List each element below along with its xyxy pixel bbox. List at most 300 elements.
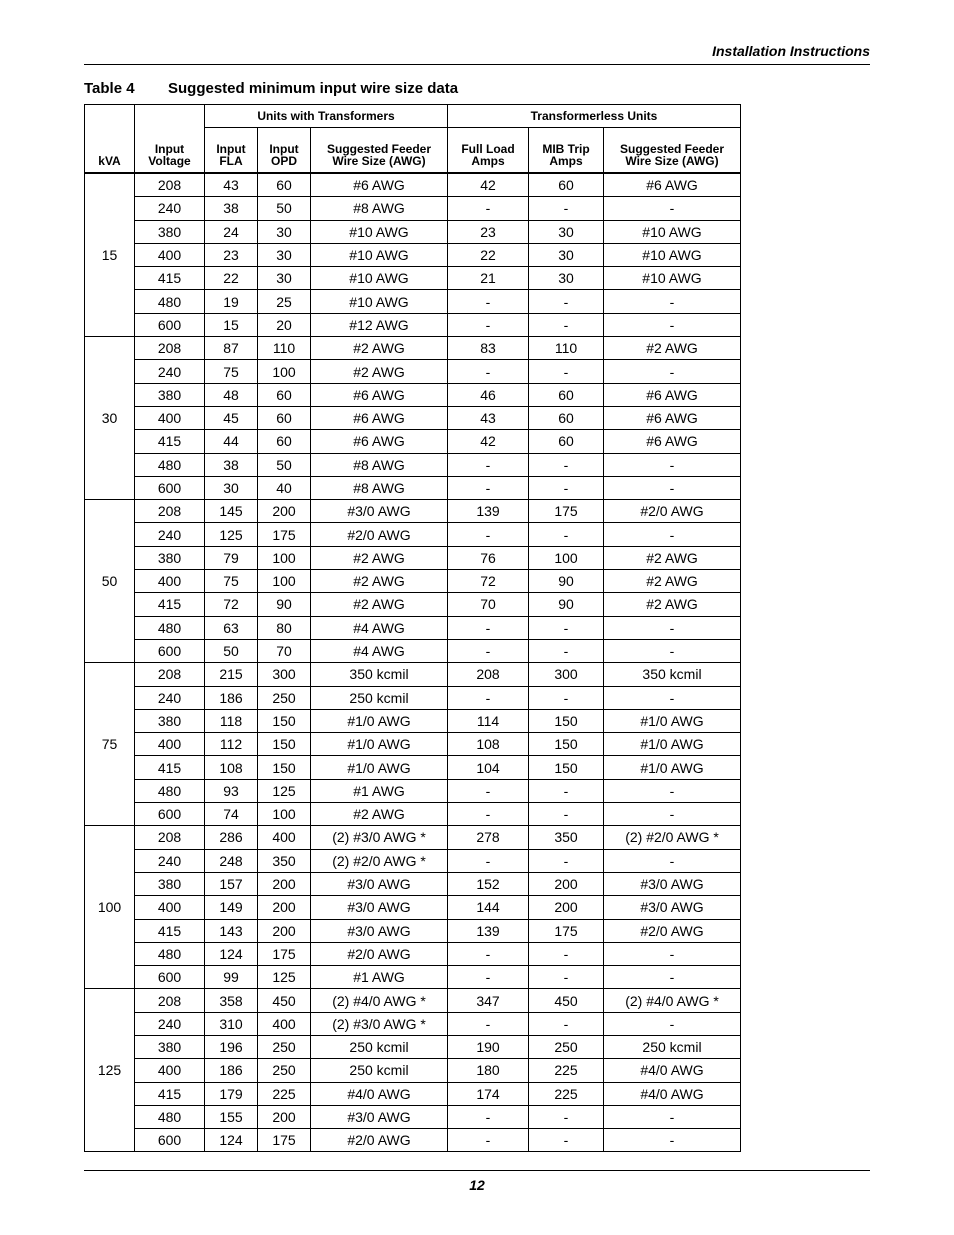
table-cell: - [529, 523, 604, 546]
table-cell: 38 [205, 197, 258, 220]
footer-rule [84, 1170, 870, 1171]
table-cell: 60 [529, 173, 604, 197]
table-cell: 400 [135, 896, 205, 919]
table-cell: 380 [135, 383, 205, 406]
table-cell: 125 [258, 779, 311, 802]
table-cell: 190 [448, 1035, 529, 1058]
table-cell: - [604, 686, 741, 709]
table-cell: 15 [205, 313, 258, 336]
table-cell: 100 [258, 803, 311, 826]
table-cell: #3/0 AWG [311, 872, 448, 895]
table-cell: 400 [135, 570, 205, 593]
table-cell: 63 [205, 616, 258, 639]
table-cell: 100 [258, 570, 311, 593]
table-cell: 450 [529, 989, 604, 1012]
table-cell: - [448, 453, 529, 476]
table-cell: #1/0 AWG [311, 709, 448, 732]
table-cell: (2) #3/0 AWG * [311, 1012, 448, 1035]
table-cell: 415 [135, 593, 205, 616]
table-row [85, 733, 741, 756]
table-cell: 93 [205, 779, 258, 802]
header-line: MIB Trip [542, 142, 590, 156]
table-cell: 175 [258, 942, 311, 965]
table-row [85, 872, 741, 895]
table-cell: 350 kcmil [311, 663, 448, 686]
table-cell: 248 [205, 849, 258, 872]
table-cell: 46 [448, 383, 529, 406]
table-cell: 480 [135, 616, 205, 639]
table-cell: 143 [205, 919, 258, 942]
table-cell: #10 AWG [311, 243, 448, 266]
table-row [85, 406, 741, 429]
table-cell: 23 [205, 243, 258, 266]
table-cell: 200 [258, 896, 311, 919]
table-cell: 110 [529, 337, 604, 360]
table-cell: #6 AWG [604, 406, 741, 429]
table-cell: 30 [205, 476, 258, 499]
table-cell: - [604, 1129, 741, 1152]
table-cell: 80 [258, 616, 311, 639]
table-cell: 50 [258, 453, 311, 476]
table-cell: 75 [205, 360, 258, 383]
table-cell: #1 AWG [311, 779, 448, 802]
table-cell: (2) #4/0 AWG * [311, 989, 448, 1012]
table-row [85, 1035, 741, 1058]
table-row [85, 290, 741, 313]
table-row [85, 1105, 741, 1128]
table-cell: - [604, 453, 741, 476]
table-row [85, 639, 741, 662]
table-cell: #2 AWG [604, 337, 741, 360]
table-cell: 175 [258, 1129, 311, 1152]
table-row [85, 197, 741, 220]
column-header-row [85, 128, 741, 174]
table-cell: 100 [258, 546, 311, 569]
table-cell: 22 [205, 267, 258, 290]
table-cell: - [604, 476, 741, 499]
table-cell: #2 AWG [311, 360, 448, 383]
table-cell: 480 [135, 942, 205, 965]
table-cell: 200 [529, 896, 604, 919]
table-cell: 196 [205, 1035, 258, 1058]
table-cell: #6 AWG [311, 406, 448, 429]
table-cell: 400 [135, 406, 205, 429]
table-cell: - [604, 313, 741, 336]
table-cell: 30 [258, 243, 311, 266]
table-cell: 150 [529, 733, 604, 756]
table-cell: #4/0 AWG [604, 1082, 741, 1105]
table-row [85, 430, 741, 453]
table-title: Suggested minimum input wire size data [168, 80, 459, 97]
table-cell: #4/0 AWG [604, 1059, 741, 1082]
table-cell: 125 [258, 966, 311, 989]
table-cell: - [604, 360, 741, 383]
table-cell: #2 AWG [604, 593, 741, 616]
table-row [85, 826, 741, 849]
table-cell: 208 [448, 663, 529, 686]
table-cell: 75 [205, 570, 258, 593]
table-cell: 99 [205, 966, 258, 989]
table-cell: 60 [258, 173, 311, 197]
table-cell: 21 [448, 267, 529, 290]
table-cell: 350 kcmil [604, 663, 741, 686]
table-cell: #6 AWG [604, 383, 741, 406]
table-row [85, 1082, 741, 1105]
table-cell: - [604, 942, 741, 965]
table-cell: - [604, 966, 741, 989]
table-cell: #2 AWG [311, 803, 448, 826]
table-cell: 225 [529, 1082, 604, 1105]
table-cell: 145 [205, 500, 258, 523]
table-cell: 415 [135, 430, 205, 453]
table-cell: - [604, 290, 741, 313]
table-cell: - [529, 686, 604, 709]
table-cell: 30 [529, 243, 604, 266]
kva-cell: 15 [85, 173, 135, 337]
table-row [85, 756, 741, 779]
table-cell: 300 [529, 663, 604, 686]
header-line: Input [216, 142, 246, 156]
header-line: Amps [471, 154, 505, 168]
table-cell: - [604, 803, 741, 826]
table-cell: 380 [135, 709, 205, 732]
table-cell: #6 AWG [311, 173, 448, 197]
table-cell: - [448, 616, 529, 639]
table-cell: #10 AWG [604, 267, 741, 290]
table-cell: #6 AWG [604, 430, 741, 453]
table-cell: #1/0 AWG [311, 733, 448, 756]
table-cell: - [448, 476, 529, 499]
header-line: Suggested Feeder [326, 142, 432, 156]
table-cell: 415 [135, 919, 205, 942]
table-cell: #2 AWG [604, 570, 741, 593]
group-header-transformerless: Transformerless Units [448, 105, 741, 128]
header-line: FLA [219, 154, 243, 168]
table-row [85, 686, 741, 709]
table-cell: 108 [448, 733, 529, 756]
table-row [85, 1059, 741, 1082]
kva-cell: 50 [85, 500, 135, 663]
table-cell: #3/0 AWG [604, 872, 741, 895]
table-cell: 48 [205, 383, 258, 406]
table-cell: - [448, 523, 529, 546]
table-cell: 215 [205, 663, 258, 686]
table-cell: 240 [135, 523, 205, 546]
table-cell: #1/0 AWG [311, 756, 448, 779]
table-row [85, 546, 741, 569]
table-cell: 400 [135, 1059, 205, 1082]
table-cell: 480 [135, 779, 205, 802]
table-cell: 600 [135, 313, 205, 336]
table-cell: 250 [258, 686, 311, 709]
table-cell: 200 [258, 500, 311, 523]
table-cell: 400 [135, 733, 205, 756]
table-row [85, 709, 741, 732]
table-cell: - [604, 616, 741, 639]
table-cell: - [448, 849, 529, 872]
table-cell: 400 [135, 243, 205, 266]
table-row [85, 360, 741, 383]
kva-cell: 75 [85, 663, 135, 826]
table-cell: 200 [258, 919, 311, 942]
table-cell: #10 AWG [604, 220, 741, 243]
table-cell: #1/0 AWG [604, 733, 741, 756]
table-cell: #6 AWG [311, 430, 448, 453]
table-cell: 125 [205, 523, 258, 546]
table-cell: 24 [205, 220, 258, 243]
table-cell: 30 [258, 220, 311, 243]
table-row [85, 849, 741, 872]
group-header-transformers: Units with Transformers [205, 105, 448, 128]
table-row [85, 663, 741, 686]
table-cell: - [529, 1105, 604, 1128]
table-cell: 42 [448, 173, 529, 197]
kva-cell: 30 [85, 337, 135, 500]
header-rule [84, 64, 870, 65]
table-cell: 60 [258, 383, 311, 406]
table-cell: - [529, 1129, 604, 1152]
table-cell: - [604, 523, 741, 546]
table-cell: 250 kcmil [604, 1035, 741, 1058]
table-cell: 600 [135, 476, 205, 499]
table-row [85, 570, 741, 593]
table-cell: 250 [258, 1035, 311, 1058]
col-header-feeder-transformers [311, 128, 448, 174]
table-cell: - [604, 1105, 741, 1128]
table-cell: 152 [448, 872, 529, 895]
table-cell: 600 [135, 1129, 205, 1152]
table-cell: 400 [258, 826, 311, 849]
table-cell: #2 AWG [311, 546, 448, 569]
table-cell: 100 [529, 546, 604, 569]
header-line: OPD [270, 154, 297, 168]
table-body [85, 173, 741, 1152]
table-cell: 480 [135, 1105, 205, 1128]
col-header-input-voltage [135, 128, 205, 174]
table-cell: - [604, 849, 741, 872]
table-row [85, 896, 741, 919]
table-cell: 225 [258, 1082, 311, 1105]
table-row [85, 243, 741, 266]
table-cell: - [529, 453, 604, 476]
table-row [85, 919, 741, 942]
table-cell: 43 [205, 173, 258, 197]
table-cell: 100 [258, 360, 311, 383]
col-header-kva: kVA [85, 128, 135, 174]
table-row [85, 523, 741, 546]
table-cell: #2/0 AWG [604, 919, 741, 942]
table-cell: #4 AWG [311, 616, 448, 639]
table-cell: 208 [135, 337, 205, 360]
table-cell: - [448, 1105, 529, 1128]
table-cell: 114 [448, 709, 529, 732]
table-cell: 179 [205, 1082, 258, 1105]
table-cell: 208 [135, 173, 205, 197]
table-cell: 60 [529, 383, 604, 406]
table-cell: #1 AWG [311, 966, 448, 989]
table-cell: 90 [258, 593, 311, 616]
table-cell: #3/0 AWG [311, 919, 448, 942]
table-row [85, 779, 741, 802]
table-cell: 23 [448, 220, 529, 243]
table-cell: 30 [529, 220, 604, 243]
table-cell: - [604, 639, 741, 662]
table-cell: 70 [258, 639, 311, 662]
table-cell: 30 [529, 267, 604, 290]
table-cell: 50 [258, 197, 311, 220]
table-cell: - [448, 942, 529, 965]
table-cell: - [448, 686, 529, 709]
table-cell: - [448, 290, 529, 313]
table-cell: 358 [205, 989, 258, 1012]
table-cell: #3/0 AWG [604, 896, 741, 919]
table-cell: (2) #3/0 AWG * [311, 826, 448, 849]
table-cell: 208 [135, 500, 205, 523]
table-cell: 90 [529, 570, 604, 593]
table-cell: 150 [258, 709, 311, 732]
col-header-mib-trip-amps [529, 128, 604, 174]
table-row [85, 500, 741, 523]
table-cell: #3/0 AWG [311, 500, 448, 523]
table-cell: #2 AWG [311, 593, 448, 616]
table-cell: 139 [448, 919, 529, 942]
table-cell: - [529, 966, 604, 989]
table-cell: #10 AWG [311, 267, 448, 290]
table-cell: 72 [448, 570, 529, 593]
table-caption [84, 80, 458, 97]
table-cell: #2/0 AWG [311, 942, 448, 965]
table-cell: 44 [205, 430, 258, 453]
table-cell: 250 kcmil [311, 1035, 448, 1058]
table-cell: #6 AWG [311, 383, 448, 406]
header-line: Wire Size (AWG) [625, 154, 719, 168]
table-cell: 600 [135, 966, 205, 989]
table-row [85, 476, 741, 499]
table-cell: 157 [205, 872, 258, 895]
table-cell: 347 [448, 989, 529, 1012]
col-header-input-opd [258, 128, 311, 174]
header-line: Voltage [148, 154, 191, 168]
table-cell: 250 kcmil [311, 686, 448, 709]
table-cell: (2) #2/0 AWG * [311, 849, 448, 872]
table-row [85, 220, 741, 243]
table-cell: - [529, 313, 604, 336]
header-line: Amps [549, 154, 583, 168]
table-cell: 60 [529, 430, 604, 453]
table-row [85, 313, 741, 336]
table-cell: - [448, 313, 529, 336]
table-cell: #2/0 AWG [311, 523, 448, 546]
table-cell: - [604, 1012, 741, 1035]
table-cell: 175 [529, 500, 604, 523]
table-cell: 240 [135, 849, 205, 872]
table-cell: #6 AWG [604, 173, 741, 197]
table-cell: 240 [135, 1012, 205, 1035]
blank-header-cell [85, 105, 135, 128]
table-cell: - [448, 1129, 529, 1152]
table-row [85, 803, 741, 826]
header-line: Full Load [461, 142, 515, 156]
table-cell: 72 [205, 593, 258, 616]
table-row [85, 453, 741, 476]
table-cell: 87 [205, 337, 258, 360]
table-cell: - [448, 779, 529, 802]
table-cell: #10 AWG [311, 220, 448, 243]
table-cell: 380 [135, 1035, 205, 1058]
table-cell: #3/0 AWG [311, 896, 448, 919]
table-cell: 300 [258, 663, 311, 686]
table-cell: 30 [258, 267, 311, 290]
table-cell: 415 [135, 1082, 205, 1105]
table-cell: 350 [258, 849, 311, 872]
table-cell: 415 [135, 756, 205, 779]
running-header: Installation Instructions [712, 43, 870, 59]
group-header-row [85, 105, 741, 128]
table-cell: - [529, 849, 604, 872]
table-cell: 118 [205, 709, 258, 732]
table-cell: 380 [135, 546, 205, 569]
table-row [85, 267, 741, 290]
table-cell: - [529, 476, 604, 499]
table-cell: 150 [529, 709, 604, 732]
table-cell: - [529, 779, 604, 802]
table-cell: 60 [529, 406, 604, 429]
table-cell: 60 [258, 406, 311, 429]
table-cell: - [448, 1012, 529, 1035]
table-cell: 45 [205, 406, 258, 429]
table-cell: 83 [448, 337, 529, 360]
wire-size-table [84, 104, 741, 1152]
header-line: Wire Size (AWG) [332, 154, 426, 168]
table-cell: #12 AWG [311, 313, 448, 336]
table-cell: #1/0 AWG [604, 756, 741, 779]
table-cell: 144 [448, 896, 529, 919]
table-cell: #2/0 AWG [604, 500, 741, 523]
table-cell: #10 AWG [311, 290, 448, 313]
table-cell: 186 [205, 686, 258, 709]
table-cell: 208 [135, 663, 205, 686]
table-cell: 149 [205, 896, 258, 919]
table-cell: #4/0 AWG [311, 1082, 448, 1105]
table-cell: #8 AWG [311, 197, 448, 220]
table-cell: 600 [135, 639, 205, 662]
header-line: Suggested Feeder [619, 142, 725, 156]
table-cell: 150 [258, 733, 311, 756]
table-cell: 286 [205, 826, 258, 849]
table-cell: #2 AWG [311, 570, 448, 593]
table-cell: 240 [135, 686, 205, 709]
table-cell: 19 [205, 290, 258, 313]
table-cell: 76 [448, 546, 529, 569]
table-cell: - [448, 197, 529, 220]
table-cell: 74 [205, 803, 258, 826]
table-cell: - [604, 779, 741, 802]
table-cell: 104 [448, 756, 529, 779]
table-cell: - [529, 803, 604, 826]
table-cell: #1/0 AWG [604, 709, 741, 732]
table-cell: #3/0 AWG [311, 1105, 448, 1128]
table-cell: - [529, 942, 604, 965]
table-cell: #4 AWG [311, 639, 448, 662]
table-cell: 200 [529, 872, 604, 895]
table-cell: 200 [258, 1105, 311, 1128]
table-cell: 70 [448, 593, 529, 616]
table-cell: 200 [258, 872, 311, 895]
table-number: Table 4 [84, 80, 135, 97]
table-row [85, 383, 741, 406]
table-cell: #2 AWG [311, 337, 448, 360]
kva-cell: 125 [85, 989, 135, 1152]
